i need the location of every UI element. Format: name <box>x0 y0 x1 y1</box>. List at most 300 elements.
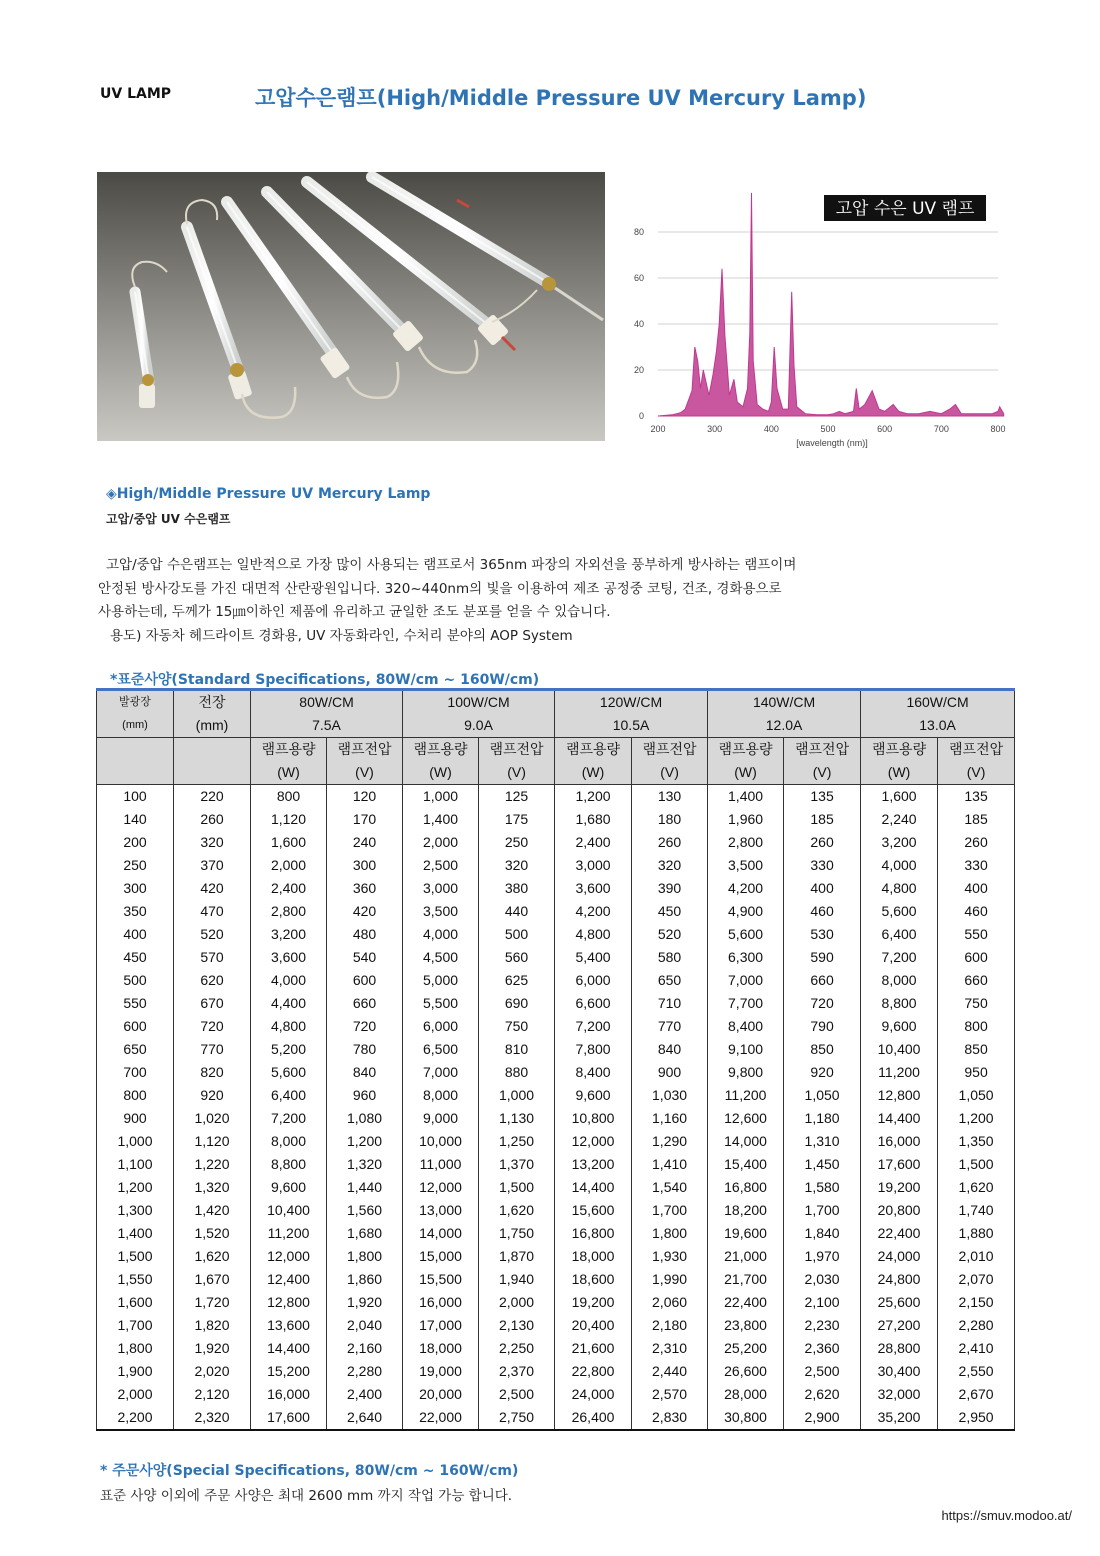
table-cell: 185 <box>938 808 1015 831</box>
table-cell: 1,940 <box>479 1268 555 1291</box>
voltage-unit: (V) <box>327 761 403 785</box>
table-cell: 560 <box>479 946 555 969</box>
table-cell: 590 <box>784 946 861 969</box>
table-cell: 660 <box>327 992 403 1015</box>
table-cell: 1,870 <box>479 1245 555 1268</box>
table-cell: 13,000 <box>403 1199 479 1222</box>
table-cell: 1,500 <box>479 1176 555 1199</box>
table-cell: 1,160 <box>632 1107 708 1130</box>
table-cell: 3,600 <box>251 946 327 969</box>
table-cell: 11,200 <box>708 1084 784 1107</box>
table-cell: 1,050 <box>938 1084 1015 1107</box>
table-cell: 800 <box>97 1084 174 1107</box>
table-cell: 6,400 <box>251 1084 327 1107</box>
table-cell: 24,800 <box>861 1268 938 1291</box>
table-cell: 6,000 <box>403 1015 479 1038</box>
table-cell: 2,280 <box>327 1360 403 1383</box>
table-cell: 500 <box>479 923 555 946</box>
table-cell: 420 <box>327 900 403 923</box>
table-cell: 2,400 <box>327 1383 403 1406</box>
table-cell: 8,000 <box>861 969 938 992</box>
table-cell: 460 <box>784 900 861 923</box>
table-subheader-row <box>97 738 1015 762</box>
table-cell: 2,000 <box>97 1383 174 1406</box>
table-cell: 600 <box>97 1015 174 1038</box>
table-cell: 1,350 <box>938 1130 1015 1153</box>
table-cell: 3,200 <box>861 831 938 854</box>
table-cell: 1,620 <box>174 1245 251 1268</box>
group-current: 13.0A <box>861 714 1015 738</box>
y-tick-label: 20 <box>633 365 644 375</box>
table-cell: 320 <box>632 854 708 877</box>
table-cell: 6,600 <box>555 992 632 1015</box>
table-cell: 400 <box>938 877 1015 900</box>
power-unit: (W) <box>555 761 632 785</box>
table-cell: 11,200 <box>861 1061 938 1084</box>
power-header: 램프용량 <box>861 738 938 762</box>
table-cell: 1,670 <box>174 1268 251 1291</box>
table-cell: 2,000 <box>479 1291 555 1314</box>
table-cell: 2,410 <box>938 1337 1015 1360</box>
table-cell: 7,000 <box>708 969 784 992</box>
table-cell: 170 <box>327 808 403 831</box>
table-cell: 720 <box>327 1015 403 1038</box>
table-cell: 840 <box>327 1061 403 1084</box>
table-cell: 260 <box>632 831 708 854</box>
table-cell: 600 <box>938 946 1015 969</box>
table-cell: 750 <box>938 992 1015 1015</box>
table-cell: 720 <box>784 992 861 1015</box>
table-cell: 9,000 <box>403 1107 479 1130</box>
power-header: 램프용량 <box>403 738 479 762</box>
table-cell: 17,600 <box>251 1406 327 1430</box>
table-cell: 30,400 <box>861 1360 938 1383</box>
table-cell: 625 <box>479 969 555 992</box>
spectrum-chart <box>618 176 1008 451</box>
table-cell: 1,750 <box>479 1222 555 1245</box>
table-cell: 800 <box>938 1015 1015 1038</box>
table-cell: 1,030 <box>632 1084 708 1107</box>
table-cell: 14,000 <box>403 1222 479 1245</box>
table-cell: 20,000 <box>403 1383 479 1406</box>
table-cell: 11,000 <box>403 1153 479 1176</box>
group-current: 7.5A <box>251 714 403 738</box>
table-cell: 2,500 <box>784 1360 861 1383</box>
table-cell: 1,550 <box>97 1268 174 1291</box>
table-row <box>97 1199 1015 1222</box>
table-cell: 420 <box>174 877 251 900</box>
table-cell: 8,800 <box>861 992 938 1015</box>
standard-spec-title: *표준사양(Standard Specifications, 80W/cm ~ 160W/cm) <box>110 672 540 688</box>
table-cell: 10,800 <box>555 1107 632 1130</box>
table-cell: 28,000 <box>708 1383 784 1406</box>
table-cell: 2,360 <box>784 1337 861 1360</box>
table-cell: 8,000 <box>403 1084 479 1107</box>
table-cell: 16,800 <box>555 1222 632 1245</box>
table-row <box>97 923 1015 946</box>
table-cell: 25,600 <box>861 1291 938 1314</box>
table-cell: 1,930 <box>632 1245 708 1268</box>
y-tick-label: 40 <box>633 319 644 329</box>
table-cell: 8,400 <box>708 1015 784 1038</box>
blank-cell <box>174 738 251 762</box>
table-cell: 1,920 <box>327 1291 403 1314</box>
table-cell: 16,000 <box>403 1291 479 1314</box>
table-cell: 2,400 <box>555 831 632 854</box>
voltage-header: 램프전압 <box>938 738 1015 762</box>
table-cell: 920 <box>784 1061 861 1084</box>
spectrum-series <box>658 193 1004 416</box>
description <box>98 554 998 648</box>
power-unit: (W) <box>251 761 327 785</box>
x-tick-label: 500 <box>820 424 836 434</box>
table-cell: 1,840 <box>784 1222 861 1245</box>
table-cell: 1,580 <box>784 1176 861 1199</box>
table-cell: 240 <box>327 831 403 854</box>
table-cell: 130 <box>632 785 708 809</box>
table-cell: 1,200 <box>938 1107 1015 1130</box>
table-cell: 820 <box>174 1061 251 1084</box>
table-cell: 350 <box>97 900 174 923</box>
table-row <box>97 992 1015 1015</box>
table-cell: 1,320 <box>327 1153 403 1176</box>
table-cell: 1,250 <box>479 1130 555 1153</box>
table-cell: 1,800 <box>97 1337 174 1360</box>
table-cell: 17,000 <box>403 1314 479 1337</box>
table-cell: 1,450 <box>784 1153 861 1176</box>
table-row <box>97 1015 1015 1038</box>
section-subtitle: 고압/중압 UV 수은램프 <box>106 512 231 526</box>
blank-cell <box>97 761 174 785</box>
table-cell: 10,400 <box>861 1038 938 1061</box>
table-cell: 16,000 <box>861 1130 938 1153</box>
table-cell: 1,920 <box>174 1337 251 1360</box>
table-cell: 2,280 <box>938 1314 1015 1337</box>
table-cell: 650 <box>97 1038 174 1061</box>
voltage-unit: (V) <box>479 761 555 785</box>
table-cell: 2,130 <box>479 1314 555 1337</box>
group-current: 9.0A <box>403 714 555 738</box>
table-cell: 4,000 <box>861 854 938 877</box>
table-cell: 550 <box>938 923 1015 946</box>
table-cell: 2,310 <box>632 1337 708 1360</box>
table-cell: 2,040 <box>327 1314 403 1337</box>
power-unit: (W) <box>708 761 784 785</box>
table-cell: 2,320 <box>174 1406 251 1430</box>
table-cell: 120 <box>327 785 403 809</box>
table-cell: 18,200 <box>708 1199 784 1222</box>
table-cell: 2,550 <box>938 1360 1015 1383</box>
table-cell: 250 <box>479 831 555 854</box>
table-header-row <box>97 690 1015 715</box>
table-cell: 5,600 <box>708 923 784 946</box>
table-cell: 23,800 <box>708 1314 784 1337</box>
table-cell: 1,400 <box>97 1222 174 1245</box>
table-cell: 12,000 <box>251 1245 327 1268</box>
table-cell: 14,000 <box>708 1130 784 1153</box>
table-cell: 19,200 <box>861 1176 938 1199</box>
table-cell: 580 <box>632 946 708 969</box>
table-cell: 2,070 <box>938 1268 1015 1291</box>
table-cell: 4,200 <box>555 900 632 923</box>
table-cell: 320 <box>174 831 251 854</box>
table-cell: 2,000 <box>403 831 479 854</box>
table-cell: 1,680 <box>555 808 632 831</box>
table-cell: 1,180 <box>784 1107 861 1130</box>
table-cell: 18,000 <box>403 1337 479 1360</box>
voltage-unit: (V) <box>784 761 861 785</box>
table-cell: 1,720 <box>174 1291 251 1314</box>
table-row <box>97 808 1015 831</box>
table-cell: 5,400 <box>555 946 632 969</box>
table-cell: 1,370 <box>479 1153 555 1176</box>
table-cell: 4,800 <box>861 877 938 900</box>
table-cell: 9,100 <box>708 1038 784 1061</box>
table-cell: 12,000 <box>403 1176 479 1199</box>
table-cell: 1,440 <box>327 1176 403 1199</box>
power-unit: (W) <box>861 761 938 785</box>
table-cell: 15,400 <box>708 1153 784 1176</box>
table-cell: 1,880 <box>938 1222 1015 1245</box>
y-axis-ticks <box>634 227 644 421</box>
table-cell: 320 <box>479 854 555 877</box>
table-cell: 19,200 <box>555 1291 632 1314</box>
table-cell: 1,620 <box>938 1176 1015 1199</box>
table-cell: 960 <box>327 1084 403 1107</box>
table-cell: 135 <box>938 785 1015 809</box>
table-cell: 2,400 <box>251 877 327 900</box>
table-row <box>97 877 1015 900</box>
group-current: 12.0A <box>708 714 861 738</box>
table-cell: 2,500 <box>403 854 479 877</box>
table-cell: 12,800 <box>251 1291 327 1314</box>
table-cell: 8,400 <box>555 1061 632 1084</box>
voltage-header: 램프전압 <box>784 738 861 762</box>
table-cell: 2,440 <box>632 1360 708 1383</box>
table-cell: 810 <box>479 1038 555 1061</box>
table-cell: 24,000 <box>861 1245 938 1268</box>
table-cell: 690 <box>479 992 555 1015</box>
table-cell: 1,120 <box>251 808 327 831</box>
table-cell: 380 <box>479 877 555 900</box>
table-cell: 6,400 <box>861 923 938 946</box>
table-cell: 2,950 <box>938 1406 1015 1430</box>
table-cell: 3,000 <box>555 854 632 877</box>
table-row <box>97 1084 1015 1107</box>
y-tick-label: 60 <box>633 273 644 283</box>
table-cell: 1,990 <box>632 1268 708 1291</box>
col-len-header: 전장 <box>174 690 251 715</box>
table-cell: 4,000 <box>251 969 327 992</box>
table-cell: 1,200 <box>327 1130 403 1153</box>
table-cell: 260 <box>784 831 861 854</box>
table-row <box>97 1268 1015 1291</box>
table-cell: 2,200 <box>97 1406 174 1430</box>
table-cell: 300 <box>327 854 403 877</box>
table-cell: 4,900 <box>708 900 784 923</box>
table-cell: 600 <box>327 969 403 992</box>
table-subheader-row <box>97 761 1015 785</box>
table-cell: 6,300 <box>708 946 784 969</box>
table-cell: 2,160 <box>327 1337 403 1360</box>
table-cell: 450 <box>632 900 708 923</box>
special-spec-title: * 주문사양(Special Specifications, 80W/cm ~ 160W/cm) <box>100 1463 519 1479</box>
power-unit: (W) <box>403 761 479 785</box>
table-cell: 1,200 <box>97 1176 174 1199</box>
table-cell: 880 <box>479 1061 555 1084</box>
table-cell: 1,220 <box>174 1153 251 1176</box>
table-cell: 35,200 <box>861 1406 938 1430</box>
table-cell: 1,500 <box>938 1153 1015 1176</box>
page-title: 고압수은램프(High/Middle Pressure UV Mercury Lamp) <box>255 86 867 110</box>
section-title: ◈High/Middle Pressure UV Mercury Lamp <box>106 486 431 502</box>
table-cell: 16,000 <box>251 1383 327 1406</box>
table-cell: 200 <box>97 831 174 854</box>
special-spec-description: 표준 사양 이외에 주문 사양은 최대 2600 mm 까지 작업 가능 합니다. <box>100 1488 513 1504</box>
table-cell: 3,600 <box>555 877 632 900</box>
table-cell: 550 <box>97 992 174 1015</box>
table-cell: 850 <box>938 1038 1015 1061</box>
table-cell: 1,500 <box>97 1245 174 1268</box>
table-row <box>97 946 1015 969</box>
y-tick-label: 0 <box>638 411 644 421</box>
table-cell: 12,600 <box>708 1107 784 1130</box>
table-cell: 1,300 <box>97 1199 174 1222</box>
table-header-row <box>97 714 1015 738</box>
table-cell: 450 <box>97 946 174 969</box>
table-cell: 530 <box>784 923 861 946</box>
voltage-unit: (V) <box>632 761 708 785</box>
table-cell: 1,000 <box>479 1084 555 1107</box>
table-cell: 2,030 <box>784 1268 861 1291</box>
table-cell: 1,100 <box>97 1153 174 1176</box>
table-cell: 4,200 <box>708 877 784 900</box>
table-cell: 10,000 <box>403 1130 479 1153</box>
table-cell: 19,000 <box>403 1360 479 1383</box>
spec-table <box>96 688 1015 1431</box>
table-cell: 32,000 <box>861 1383 938 1406</box>
voltage-unit: (V) <box>938 761 1015 785</box>
table-cell: 5,500 <box>403 992 479 1015</box>
table-cell: 175 <box>479 808 555 831</box>
table-cell: 12,800 <box>861 1084 938 1107</box>
x-tick-label: 800 <box>990 424 1006 434</box>
table-cell: 440 <box>479 900 555 923</box>
table-cell: 22,000 <box>403 1406 479 1430</box>
table-cell: 2,900 <box>784 1406 861 1430</box>
table-cell: 2,150 <box>938 1291 1015 1314</box>
table-cell: 2,620 <box>784 1383 861 1406</box>
table-cell: 2,000 <box>251 854 327 877</box>
table-cell: 15,200 <box>251 1360 327 1383</box>
table-cell: 1,800 <box>632 1222 708 1245</box>
table-cell: 2,240 <box>861 808 938 831</box>
table-cell: 14,400 <box>555 1176 632 1199</box>
power-header: 램프용량 <box>555 738 632 762</box>
x-axis-ticks <box>650 424 1005 434</box>
table-cell: 1,540 <box>632 1176 708 1199</box>
table-cell: 1,400 <box>708 785 784 809</box>
spectrum-chart-svg <box>618 176 1008 451</box>
table-cell: 770 <box>632 1015 708 1038</box>
table-cell: 220 <box>174 785 251 809</box>
header-label: UV LAMP <box>100 86 172 102</box>
table-cell: 13,200 <box>555 1153 632 1176</box>
table-cell: 1,800 <box>327 1245 403 1268</box>
x-tick-label: 300 <box>707 424 723 434</box>
table-cell: 15,000 <box>403 1245 479 1268</box>
table-cell: 520 <box>632 923 708 946</box>
table-cell: 5,600 <box>861 900 938 923</box>
table-cell: 2,640 <box>327 1406 403 1430</box>
power-header: 램프용량 <box>251 738 327 762</box>
table-cell: 185 <box>784 808 861 831</box>
table-cell: 390 <box>632 877 708 900</box>
table-cell: 1,130 <box>479 1107 555 1130</box>
table-cell: 18,600 <box>555 1268 632 1291</box>
table-cell: 1,600 <box>861 785 938 809</box>
table-cell: 800 <box>251 785 327 809</box>
table-cell: 750 <box>479 1015 555 1038</box>
table-cell: 1,600 <box>251 831 327 854</box>
table-cell: 100 <box>97 785 174 809</box>
description-line: 용도) 자동차 헤드라이트 경화용, UV 자동화라인, 수처리 분야의 AOP System <box>110 627 573 644</box>
table-cell: 27,200 <box>861 1314 938 1337</box>
group-header: 120W/CM <box>555 690 708 715</box>
table-cell: 1,080 <box>327 1107 403 1130</box>
table-cell: 7,200 <box>555 1015 632 1038</box>
table-cell: 330 <box>784 854 861 877</box>
table-cell: 2,800 <box>708 831 784 854</box>
table-cell: 2,800 <box>251 900 327 923</box>
table-cell: 2,250 <box>479 1337 555 1360</box>
x-axis-label: [wavelength (nm)] <box>796 438 868 448</box>
table-row <box>97 1383 1015 1406</box>
table-cell: 1,120 <box>174 1130 251 1153</box>
table-row <box>97 1153 1015 1176</box>
table-row <box>97 1314 1015 1337</box>
table-cell: 370 <box>174 854 251 877</box>
power-header: 램프용량 <box>708 738 784 762</box>
table-row <box>97 1337 1015 1360</box>
table-cell: 1,680 <box>327 1222 403 1245</box>
table-cell: 1,740 <box>938 1199 1015 1222</box>
table-cell: 3,500 <box>403 900 479 923</box>
chart-grid <box>658 232 998 416</box>
chart-title: 고압 수은 UV 램프 <box>835 199 975 219</box>
table-cell: 480 <box>327 923 403 946</box>
table-cell: 14,400 <box>861 1107 938 1130</box>
table-cell: 2,500 <box>479 1383 555 1406</box>
lamp-photo-illustration <box>97 172 605 441</box>
table-cell: 8,800 <box>251 1153 327 1176</box>
table-cell: 3,200 <box>251 923 327 946</box>
table-cell: 1,400 <box>403 808 479 831</box>
table-cell: 21,000 <box>708 1245 784 1268</box>
table-cell: 250 <box>97 854 174 877</box>
footer-url[interactable]: https://smuv.modoo.at/ <box>941 1508 1072 1523</box>
table-cell: 7,200 <box>251 1107 327 1130</box>
table-row <box>97 1406 1015 1430</box>
table-cell: 16,800 <box>708 1176 784 1199</box>
description-line: 고압/중압 수은램프는 일반적으로 가장 많이 사용되는 램프로서 365nm 파장의 자외선을 풍부하게 방사하는 램프이며 <box>106 557 797 573</box>
x-tick-label: 700 <box>933 424 949 434</box>
table-cell: 2,830 <box>632 1406 708 1430</box>
table-cell: 710 <box>632 992 708 1015</box>
table-cell: 15,600 <box>555 1199 632 1222</box>
table-cell: 1,600 <box>97 1291 174 1314</box>
table-cell: 670 <box>174 992 251 1015</box>
